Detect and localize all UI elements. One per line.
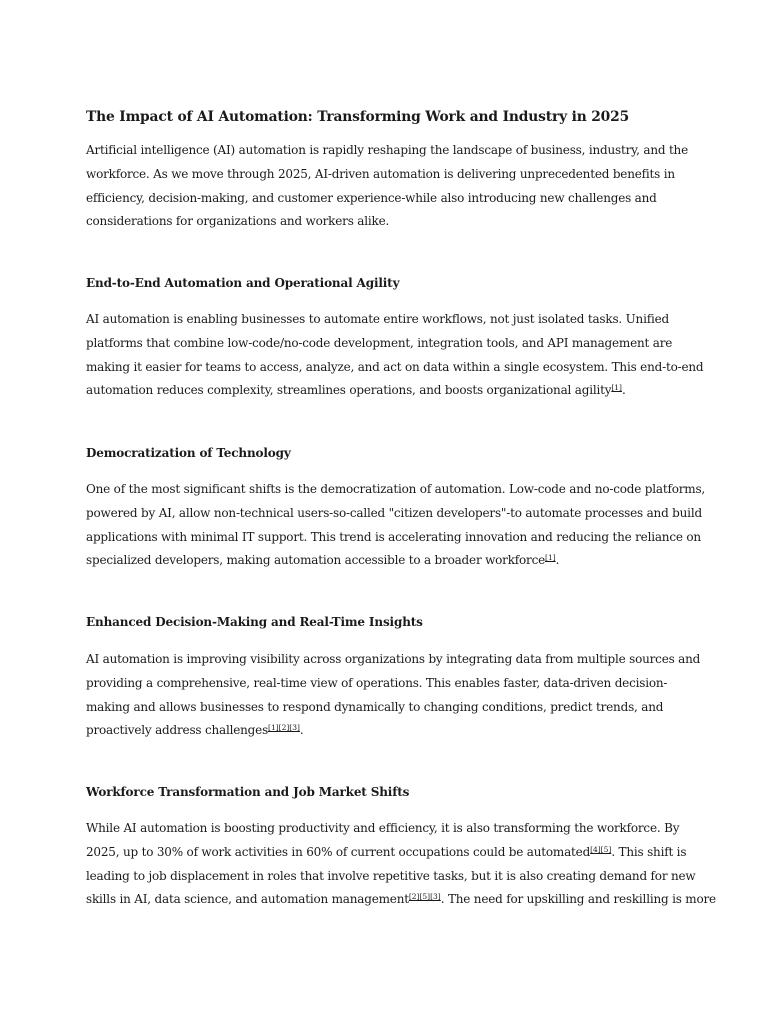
- citation-link[interactable]: [2][5][3]: [408, 892, 441, 902]
- paragraph-text: . This shift is: [611, 844, 687, 859]
- paragraph-text: automation reduces complexity, streamlines operations, and boosts organizational agility: [86, 383, 612, 398]
- paragraph-line: Artificial intelligence (AI) automation is rapidly reshaping the landscape of business, industry, and the: [86, 143, 688, 157]
- intro-paragraph: [86, 139, 692, 234]
- paragraph-text: 2025, up to 30% of work activities in 60% of current occupations could be automated: [86, 844, 591, 859]
- paragraph-text: .: [555, 553, 560, 568]
- paragraph-line: One of the most significant shifts is the democratization of automation. Low-code and no-code platforms,: [86, 482, 706, 496]
- paragraph-text: .: [299, 723, 304, 738]
- paragraph-line: [86, 841, 692, 865]
- section-paragraph-workforce-transformation: [86, 817, 716, 912]
- paragraph-line: [86, 719, 692, 743]
- paragraph-line: AI automation is improving visibility across organizations by integrating data from multiple sources and: [86, 652, 701, 666]
- paragraph-line: leading to job displacement in roles that involve repetitive tasks, but it is also creating demand for new: [86, 868, 696, 883]
- paragraph-text: proactively address challenges: [86, 723, 269, 738]
- paragraph-line: AI automation is enabling businesses to automate entire workflows, not just isolated tasks. Unified: [86, 312, 669, 326]
- paragraph-line: efficiency, decision-making, and customer experience-while also introducing new challenges and: [86, 190, 657, 205]
- citation-link[interactable]: [1][2][3]: [268, 723, 300, 733]
- paragraph-line: providing a comprehensive, real-time view of operations. This enables faster, data-driven decision-: [86, 675, 668, 690]
- paragraph-line: While AI automation is boosting productivity and efficiency, it is also transforming the workforce. By: [86, 821, 680, 835]
- paragraph-line: powered by AI, allow non-technical users-so-called "citizen developers"-to automate processes and build: [86, 505, 702, 520]
- section-paragraph-decision-making: [86, 648, 701, 743]
- paragraph-line: [86, 549, 692, 573]
- paragraph-text: . The need for upskilling and reskilling is more: [440, 892, 716, 907]
- paragraph-line: making and allows businesses to respond dynamically to changing conditions, predict trends, and: [86, 699, 664, 714]
- citation-link[interactable]: [1]: [545, 553, 556, 563]
- paragraph-line: applications with minimal IT support. This trend is accelerating innovation and reducing the reliance on: [86, 529, 701, 544]
- paragraph-line: [86, 888, 716, 912]
- paragraph-line: considerations for organizations and workers alike.: [86, 214, 390, 229]
- paragraph-text: .: [621, 383, 626, 398]
- document-title: The Impact of AI Automation: Transforming Work and Industry in 2025: [86, 109, 630, 125]
- paragraph-line: workforce. As we move through 2025, AI-driven automation is delivering unprecedented benefits in: [86, 166, 675, 181]
- paragraph-line: making it easier for teams to access, analyze, and act on data within a single ecosystem. This end-to-end: [86, 359, 704, 374]
- paragraph-text: skills in AI, data science, and automation management: [86, 892, 409, 907]
- section-heading-democratization: Democratization of Technology: [86, 446, 291, 460]
- paragraph-text: specialized developers, making automation accessible to a broader workforce: [86, 553, 546, 568]
- paragraph-line: [86, 379, 692, 403]
- section-heading-decision-making: Enhanced Decision-Making and Real-Time Insights: [86, 615, 423, 629]
- section-heading-end-to-end-automation: End-to-End Automation and Operational Agility: [86, 276, 400, 290]
- paragraph-line: platforms that combine low-code/no-code development, integration tools, and API management are: [86, 335, 673, 350]
- section-paragraph-democratization: [86, 478, 706, 573]
- citation-link[interactable]: [4][5]: [590, 844, 612, 854]
- citation-link[interactable]: [1]: [611, 383, 622, 393]
- section-paragraph-end-to-end-automation: [86, 308, 704, 403]
- section-heading-workforce-transformation: Workforce Transformation and Job Market Shifts: [86, 785, 410, 799]
